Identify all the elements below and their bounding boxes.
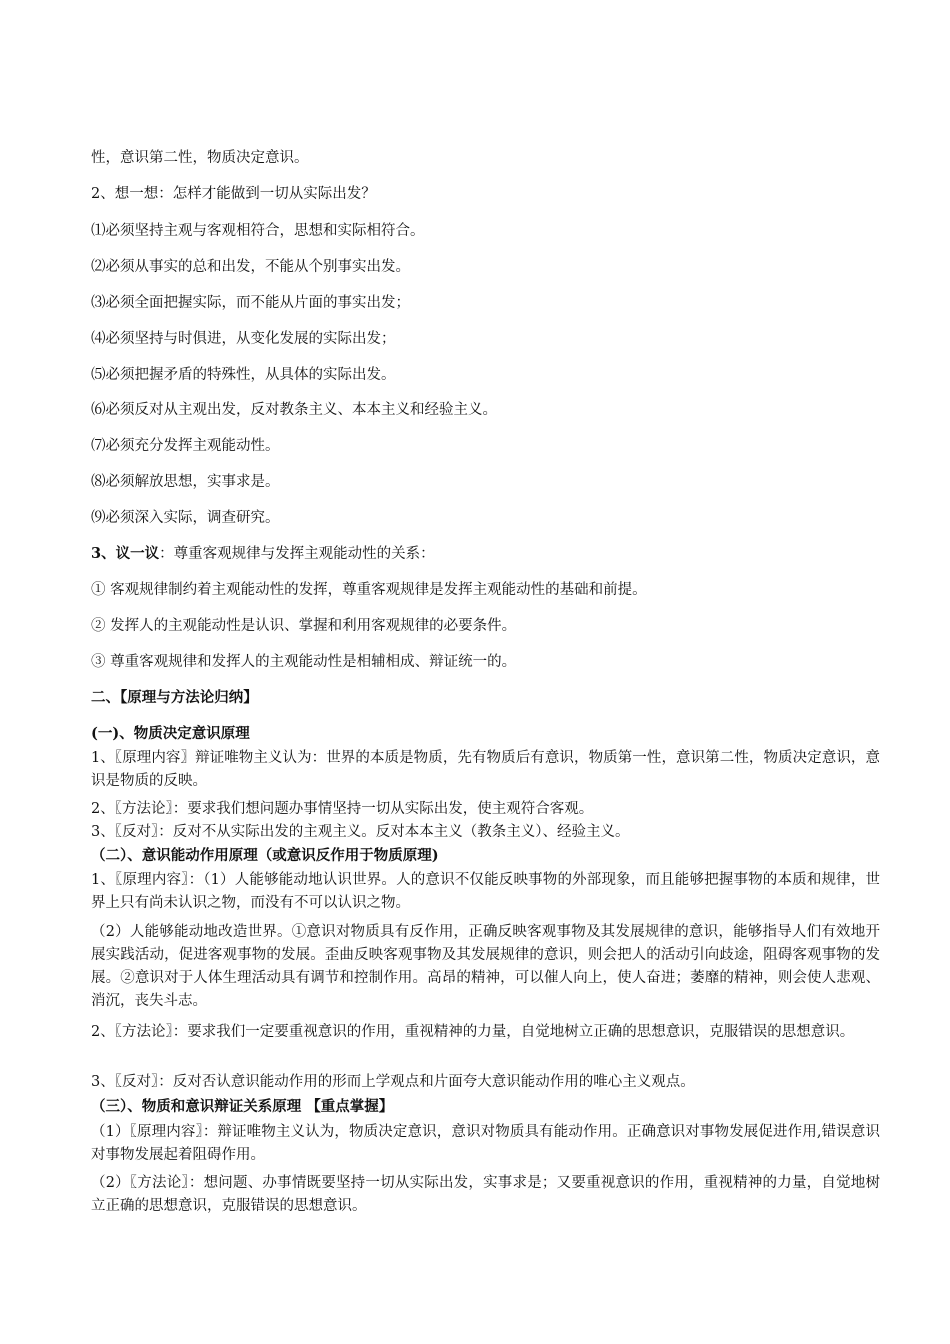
- think-item-8: ⑻必须解放思想，实事求是。: [91, 474, 280, 490]
- think-item-3: ⑶必须全面把握实际，而不能从片面的事实出发；: [91, 295, 410, 311]
- s1-title: (一)、物质决定意识原理: [91, 725, 250, 742]
- s2-content-1: 1、〖原理内容〗：（1）人能够能动地认识世界。人的意识不仅能反映事物的外部现象，而且能够把握事物的本质和规律，世界上只有尚未认识之物，而没有不可以认识之物。: [91, 872, 880, 911]
- discuss-heading-text: ：尊重客观规律与发挥主观能动性的关系：: [159, 546, 435, 562]
- s1-method: 2、〖方法论〗：要求我们想问题办事情坚持一切从实际出发，使主观符合客观。: [91, 801, 594, 817]
- think-item-1: ⑴必须坚持主观与客观相符合，思想和实际相符合。: [91, 223, 425, 239]
- discuss-item-1: ① 客观规律制约着主观能动性的发挥，尊重客观规律是发挥主观能动性的基础和前提。: [91, 582, 647, 598]
- s2-title: （二）、意识能动作用原理（或意识反作用于物质原理): [91, 847, 439, 864]
- s2-method: 2、〖方法论〗：要求我们一定要重视意识的作用，重视精神的力量，自觉地树立正确的思想意识，克服错误的思想意识。: [91, 1024, 855, 1040]
- think-item-6: ⑹必须反对从主观出发，反对教条主义、本本主义和经验主义。: [91, 402, 497, 418]
- s3-method: （2）〖方法论〗：想问题、办事情既要坚持一切从实际出发，实事求是；又要重视意识的作用，重视精神的力量，自觉地树立正确的思想意识，克服错误的思想意识。: [91, 1175, 880, 1214]
- continued-line: 性，意识第二性，物质决定意识。: [91, 150, 309, 166]
- s2-content-2: （2）人能够能动地改造世界。①意识对物质具有反作用，正确反映客观事物及其发展规律的意识，能够指导人们有效地开展实践活动，促进客观事物的发展。歪曲反映客观事物及其发展规律的意识，则会把人的活动引向歧途，阻碍客观事物的发展。②意识对于人体生理活动具有调节和控制作用。高昂的精神，可以催人向上，使人奋进；萎靡的精神，则会使人悲观、消沉，丧失斗志。: [91, 924, 880, 1009]
- discuss-item-2: ② 发挥人的主观能动性是认识、掌握和利用客观规律的必要条件。: [91, 618, 517, 634]
- s1-oppose: 3、〖反对〗：反对不从实际出发的主观主义。反对本本主义（教条主义）、经验主义。: [91, 824, 630, 840]
- think-item-2: ⑵必须从事实的总和出发，不能从个别事实出发。: [91, 259, 410, 275]
- s1-content: 1、〖原理内容〗辩证唯物主义认为：世界的本质是物质，先有物质后有意识，物质第一性，意识第二性，物质决定意识，意识是物质的反映。: [91, 750, 880, 789]
- discuss-item-3: ③ 尊重客观规律和发挥人的主观能动性是相辅相成、辩证统一的。: [91, 654, 517, 670]
- think-item-4: ⑷必须坚持与时俱进，从变化发展的实际出发；: [91, 331, 396, 347]
- s3-title: （三）、物质和意识辩证关系原理 【重点掌握】: [91, 1098, 394, 1115]
- think-item-9: ⑼必须深入实际，调查研究。: [91, 510, 280, 526]
- s3-content: （1）〖原理内容〗：辩证唯物主义认为，物质决定意识，意识对物质具有能动作用。正确意识对事物发展促进作用,错误意识对事物发展起着阻碍作用。: [91, 1124, 880, 1163]
- think-item-7: ⑺必须充分发挥主观能动性。: [91, 438, 280, 454]
- think-heading: 2、想一想：怎样才能做到一切从实际出发？: [91, 186, 376, 202]
- discuss-heading: [91, 544, 880, 564]
- s2-oppose: 3、〖反对〗：反对否认意识能动作用的形而上学观点和片面夸大意识能动作用的唯心主义观点。: [91, 1074, 695, 1090]
- discuss-heading-number: 3、议一议: [91, 545, 160, 562]
- section-heading: 二、【原理与方法论归纳】: [91, 689, 258, 706]
- think-item-5: ⑸必须把握矛盾的特殊性，从具体的实际出发。: [91, 367, 396, 383]
